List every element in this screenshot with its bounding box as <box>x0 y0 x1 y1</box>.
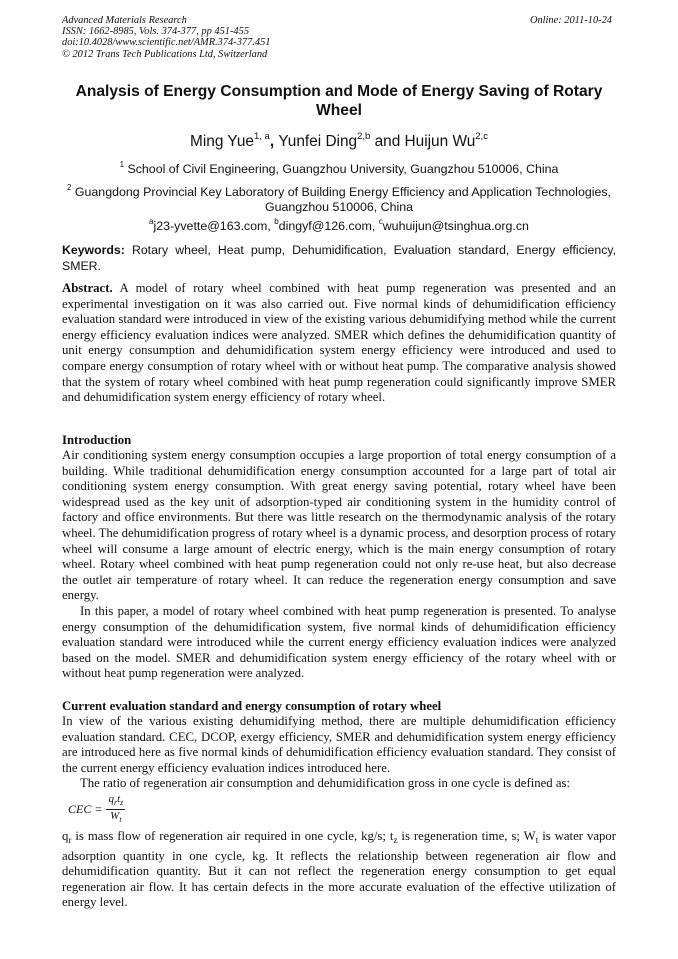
affiliation-number: 2 <box>66 183 72 192</box>
equation-subscript: z <box>120 798 124 808</box>
journal-header <box>62 15 270 60</box>
author-superscript: 1, a <box>253 131 270 142</box>
author-superscript: 2,c <box>475 131 488 142</box>
email-superscript: c <box>378 217 383 226</box>
introduction-body <box>62 448 616 682</box>
affiliation-1 <box>62 157 616 177</box>
equation-symbol: t <box>117 793 121 805</box>
paragraph: Air conditioning system energy consumption occupies a large proportion of total energy consumption of a building. While traditional dehumidification energy consumption accounted for a large part of total air conditioning system energy consumption. With great energy saving potential, rotary wheel have been widespread used as the key unit of adsorption-typed air conditioning system in the humidity control of factory and office environments. But there was little research on the thermodynamic analysis of the rotary wheel. The dehumidification progress of rotary wheel is a dynamic process, and desorption process of rotary wheel will consume a large amount of electric energy, which is the main energy consumption of rotary wheel. Rotary wheel combined with heat pump regeneration could not only re-use heat, but also decrease the outlet air temperature of rotary wheel. It can reduce the regeneration energy consumption and save energy. <box>62 448 616 603</box>
definition-text: is regeneration time, s; W <box>397 829 536 843</box>
author-superscript: 2,b <box>357 131 371 142</box>
author-name: Ming Yue <box>190 133 254 150</box>
definition-text: is water vapor adsorption quantity in one cycle, kg. It reflects the relationship between regeneration air flow and dehumidification quantity. But it can not reflect the regeneration energy consumption to get equal regeneration air flow. It has certain defects in the more accurate evaluation of the effective utilization of energy level. <box>62 829 616 910</box>
email-superscript: a <box>149 217 154 226</box>
abstract-label: Abstract. <box>62 281 113 295</box>
keywords-label: Keywords: <box>62 243 125 257</box>
author-separator: and <box>370 133 405 150</box>
email-address: j23-yvette@163.com, <box>153 219 275 233</box>
keywords <box>62 243 616 274</box>
equation-numerator <box>106 793 125 810</box>
issn-line: ISSN: 1662-8985, Vols. 374-377, pp 451-455 <box>62 26 250 38</box>
author-name: Yunfei Ding <box>278 133 358 150</box>
email-address: dingyf@126.com, <box>278 219 379 233</box>
variable-subscript: z <box>393 835 398 845</box>
abstract-text: A model of rotary wheel combined with heat pump regeneration was presented and an experimental investigation on it was also carried out. Five normal kinds of dehumidification efficiency evaluation standard were introduced in view of the existing various dehumidifying method while the current energy efficiency evaluation indices were analyzed. SMER which defines the dehumidification quantity of unit energy consumption and dehumidification system energy efficiency were introduced and used to compare energy consumption of rotary wheel with or without heat pump. The comparative analysis showed that the system of rotary wheel combined with heat pump regeneration could significantly improve SMER and dehumidification system energy efficiency of rotary wheel. <box>62 281 616 405</box>
copyright-line: © 2012 Trans Tech Publications Ltd, Switzerland <box>62 48 268 60</box>
email-address: wuhuijun@tsinghua.org.cn <box>382 219 529 233</box>
author-list <box>62 128 616 151</box>
journal-name: Advanced Materials Research <box>62 15 187 26</box>
abstract <box>62 281 616 406</box>
affiliation-number: 1 <box>119 160 125 169</box>
affiliation-text: School of Civil Engineering, Guangzhou University, Guangzhou 510006, China <box>124 162 559 176</box>
equation-symbol: q <box>108 793 114 805</box>
keywords-text: Rotary wheel, Heat pump, Dehumidification, Evaluation standard, Energy efficiency, SMER. <box>62 243 616 273</box>
affiliation-text: Guangdong Provincial Key Laboratory of Building Energy Efficiency and Application Technologies, Guangzhou 510006, China <box>71 185 612 214</box>
author-name: Huijun Wu <box>404 133 476 150</box>
section-heading-evaluation: Current evaluation standard and energy consumption of rotary wheel <box>62 699 442 713</box>
variable-definitions <box>62 829 616 911</box>
section-heading-introduction: Introduction <box>62 433 132 447</box>
cec-equation <box>68 793 125 826</box>
affiliation-2 <box>62 180 616 215</box>
variable-symbol: q <box>62 829 69 843</box>
equation-subscript: r <box>113 798 118 808</box>
equation-subscript: t <box>119 815 122 825</box>
definition-text: is mass flow of regeneration air required in one cycle, kg/s; t <box>71 829 394 843</box>
equation-lhs: CEC = <box>68 802 103 817</box>
equation-symbol: W <box>110 810 120 823</box>
paragraph: In view of the various existing dehumidifying method, there are multiple dehumidification efficiency evaluation standard. CEC, DCOP, exergy efficiency, SMER and dehumidification system energy efficiency are introduced here as five normal kinds of dehumidification efficiency evaluation standard. They consist of the current energy efficiency evaluation indices introduced here. <box>62 714 616 775</box>
email-superscript: b <box>274 217 279 226</box>
equation-fraction <box>106 793 125 826</box>
author-emails <box>62 214 616 234</box>
paragraph: In this paper, a model of rotary wheel combined with heat pump regeneration is presented. To analyse energy consumption of the dehumidification system, five normal kinds of dehumidification efficiency evaluation standard were introduced while the current energy efficiency evaluation indices were analyzed based on the model. SMER and dehumidification system energy efficiency of the rotary wheel with or without heat pump regeneration were analyzed. <box>62 603 616 681</box>
paper-title: Analysis of Energy Consumption and Mode of Energy Saving of Rotary Wheel <box>75 83 603 119</box>
online-date: Online: 2011-10-24 <box>529 15 612 26</box>
author-separator: , <box>269 133 279 150</box>
paragraph: The ratio of regeneration air consumption and dehumidification gross in one cycle is defined as: <box>80 776 571 791</box>
doi-line: doi:10.4028/www.scientific.net/AMR.374-377.451 <box>62 37 271 49</box>
equation-denominator <box>108 810 123 826</box>
variable-subscript: r <box>68 835 72 845</box>
variable-subscript: t <box>535 835 539 845</box>
evaluation-body <box>62 714 616 792</box>
